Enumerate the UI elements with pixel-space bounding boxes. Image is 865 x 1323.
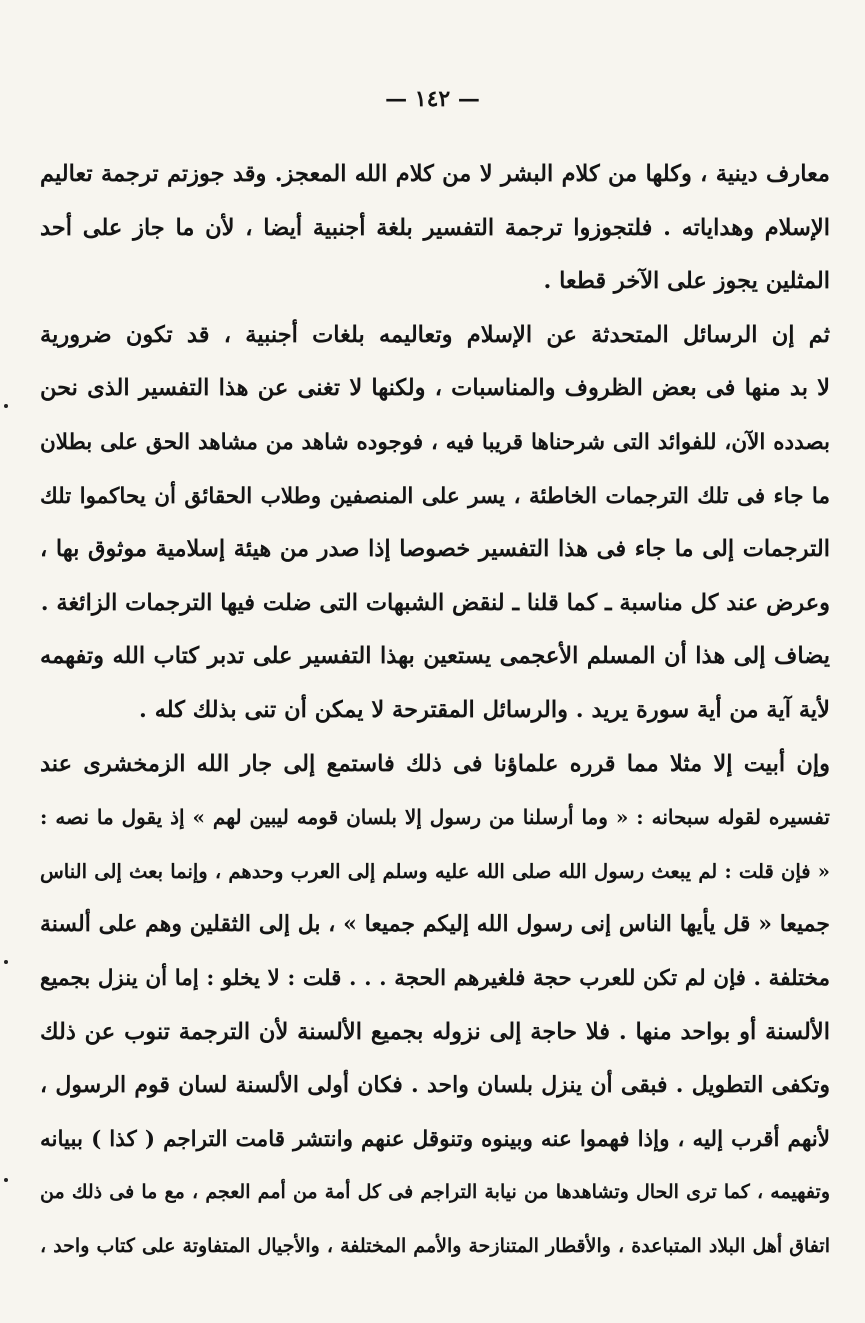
text-line: الألسنة أو بواحد منها . فلا حاجة إلى نزوله بجميع الألسنة لأن الترجمة تنوب عن ذلك [40,1018,830,1045]
text-line: جميعا « قل يأيها الناس إنى رسول الله إليكم جميعا » ، بل إلى الثقلين وهم على ألسنة [40,911,830,938]
text-line: لأنهم أقرب إليه ، وإذا فهموا عنه وبينوه وتنوقل عنهم وانتشر قامت التراجم ( كذا ) ببيانه [40,1126,830,1152]
text-line: لا بد منها فى بعض الظروف والمناسبات ، ولكنها لا تغنى عن هذا التفسير الذى نحن [40,375,830,402]
text-line: بصدده الآن، للفوائد التى شرحناها قريبا فيه ، فوجوده شاهد من مشاهد الحق على بطلان [40,429,830,455]
text-line: المثلين يجوز على الآخر قطعا . [543,268,830,295]
page-number: — ١٤٢ — [385,86,480,112]
text-line: تفسيره لقوله سبحانه : « وما أرسلنا من رسول إلا بلسان قومه ليبين لهم » إذ يقول ما نصه : [40,805,830,830]
text-line: لأية آية من أية سورة يريد . والرسائل المقترحة لا يمكن أن تنى بذلك كله . [139,696,830,723]
text-line: وعرض عند كل مناسبة ـ كما قلنا ـ لنقض الشبهات التى ضلت فيها الترجمات الزائغة . [40,589,830,616]
text-line: مختلفة . فإن لم تكن للعرب حجة فلغيرهم الحجة . . . قلت : لا يخلو : إما أن ينزل بجميع [40,965,830,991]
margin-speck [4,1178,8,1182]
text-line: الإسلام وهداياته . فلتجوزوا ترجمة التفسير بلغة أجنبية أيضا ، لأن ما جاز على أحد [40,214,830,241]
text-line: معارف دينية ، وكلها من كلام البشر لا من كلام الله المعجز. وقد جوزتم ترجمة تعاليم [40,161,830,187]
text-line: « فإن قلت : لم يبعث رسول الله صلى الله عليه وسلم إلى العرب وحدهم ، وإنما بعث إلى الناس [40,859,830,883]
text-line: وتكفى التطويل . فبقى أن ينزل بلسان واحد . فكان أولى الألسنة لسان قوم الرسول ، [40,1072,830,1099]
text-line: يضاف إلى هذا أن المسلم الأعجمى يستعين بهذا التفسير على تدبر كتاب الله وتفهمه [40,643,830,670]
text-line: ما جاء فى تلك الترجمات الخاطئة ، يسر على المنصفين وطلاب الحقائق أن يحاكموا تلك [40,483,830,509]
text-line: وتفهيمه ، كما ترى الحال وتشاهدها من نيابة التراجم فى كل أمة من أمم العجم ، مع ما فى ذلك من [40,1181,830,1204]
text-line: وإن أبيت إلا مثلا مما قرره علماؤنا فى ذلك فاستمع إلى جار الله الزمخشرى عند [40,750,830,777]
text-line: اتفاق أهل البلاد المتباعدة ، والأقطار المتنازحة والأمم المختلفة ، والأجيال المتفاوتة على كتاب واحد ، [40,1234,830,1257]
body-text [40,148,830,1273]
margin-speck [4,404,8,408]
margin-speck [4,960,8,964]
text-line: الترجمات إلى ما جاء فى هذا التفسير خصوصا إذا صدر من هيئة إسلامية موثوق بها ، [40,536,830,563]
text-line: ثم إن الرسائل المتحدثة عن الإسلام وتعاليمه بلغات أجنبية ، قد تكون ضرورية [40,321,830,348]
